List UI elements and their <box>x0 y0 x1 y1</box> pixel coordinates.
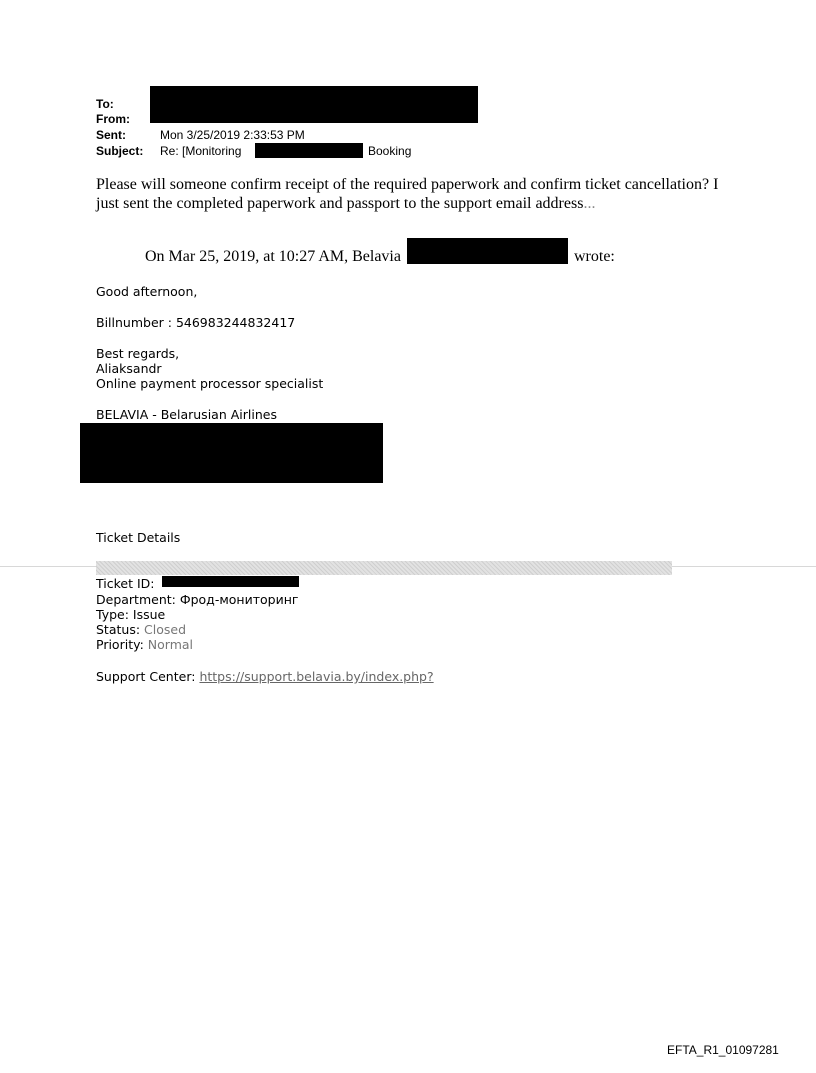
from-label: From: <box>96 112 130 126</box>
status-label: Status: <box>96 622 141 637</box>
quote-prefix: On Mar 25, 2019, at 10:27 AM, Belavia <box>145 248 401 265</box>
to-label: To: <box>96 97 114 111</box>
support-center-link[interactable]: https://support.belavia.by/index.php? <box>199 669 434 684</box>
priority-row <box>96 637 193 652</box>
signature-regards: Best regards, <box>96 346 180 361</box>
signature-company: BELAVIA - Belarusian Airlines <box>96 407 277 422</box>
priority-value: Normal <box>147 637 194 652</box>
type-row <box>96 607 165 622</box>
department-row <box>96 592 298 607</box>
billnumber: Billnumber : 546983244832417 <box>96 315 296 330</box>
support-center-row <box>96 669 434 684</box>
subject-prefix: Re: [Monitoring <box>160 144 242 158</box>
bates-number: EFTA_R1_01097281 <box>667 1043 779 1057</box>
department-label: Department: <box>96 592 176 607</box>
signature-name: Aliaksandr <box>96 361 162 376</box>
redaction-signature-block <box>80 423 383 483</box>
quote-intro <box>145 247 401 266</box>
type-value: Issue <box>132 607 166 622</box>
redaction-ticket-id <box>162 576 299 587</box>
sent-value: Mon 3/25/2019 2:33:53 PM <box>160 128 305 142</box>
subject-suffix: Booking <box>368 144 412 158</box>
redaction-subject <box>255 143 363 158</box>
message-ellipsis: ... <box>583 195 596 212</box>
redaction-recipient-block <box>150 86 478 123</box>
support-center-label: Support Center: <box>96 669 196 684</box>
priority-label: Priority: <box>96 637 144 652</box>
subject-label: Subject: <box>96 144 144 158</box>
status-row <box>96 622 186 637</box>
sent-label: Sent: <box>96 128 126 142</box>
type-label: Type: <box>96 607 129 622</box>
status-value: Closed <box>144 622 187 637</box>
ticket-banner-bar <box>96 561 672 575</box>
department-value: Фрод-мониторинг <box>179 592 299 607</box>
signature-role: Online payment processor specialist <box>96 376 324 391</box>
message-text: Please will someone confirm receipt of the required paperwork and confirm ticket cancellation? I just sent the completed paperwork and passport to the support email address <box>96 176 719 212</box>
greeting: Good afternoon, <box>96 284 198 299</box>
message-body <box>96 175 726 213</box>
ticket-id-row <box>96 576 154 591</box>
ticket-id-label: Ticket ID: <box>96 576 155 591</box>
redaction-sender-email <box>407 238 568 264</box>
ticket-details-heading: Ticket Details <box>96 530 181 545</box>
quote-suffix: wrote: <box>574 248 615 265</box>
